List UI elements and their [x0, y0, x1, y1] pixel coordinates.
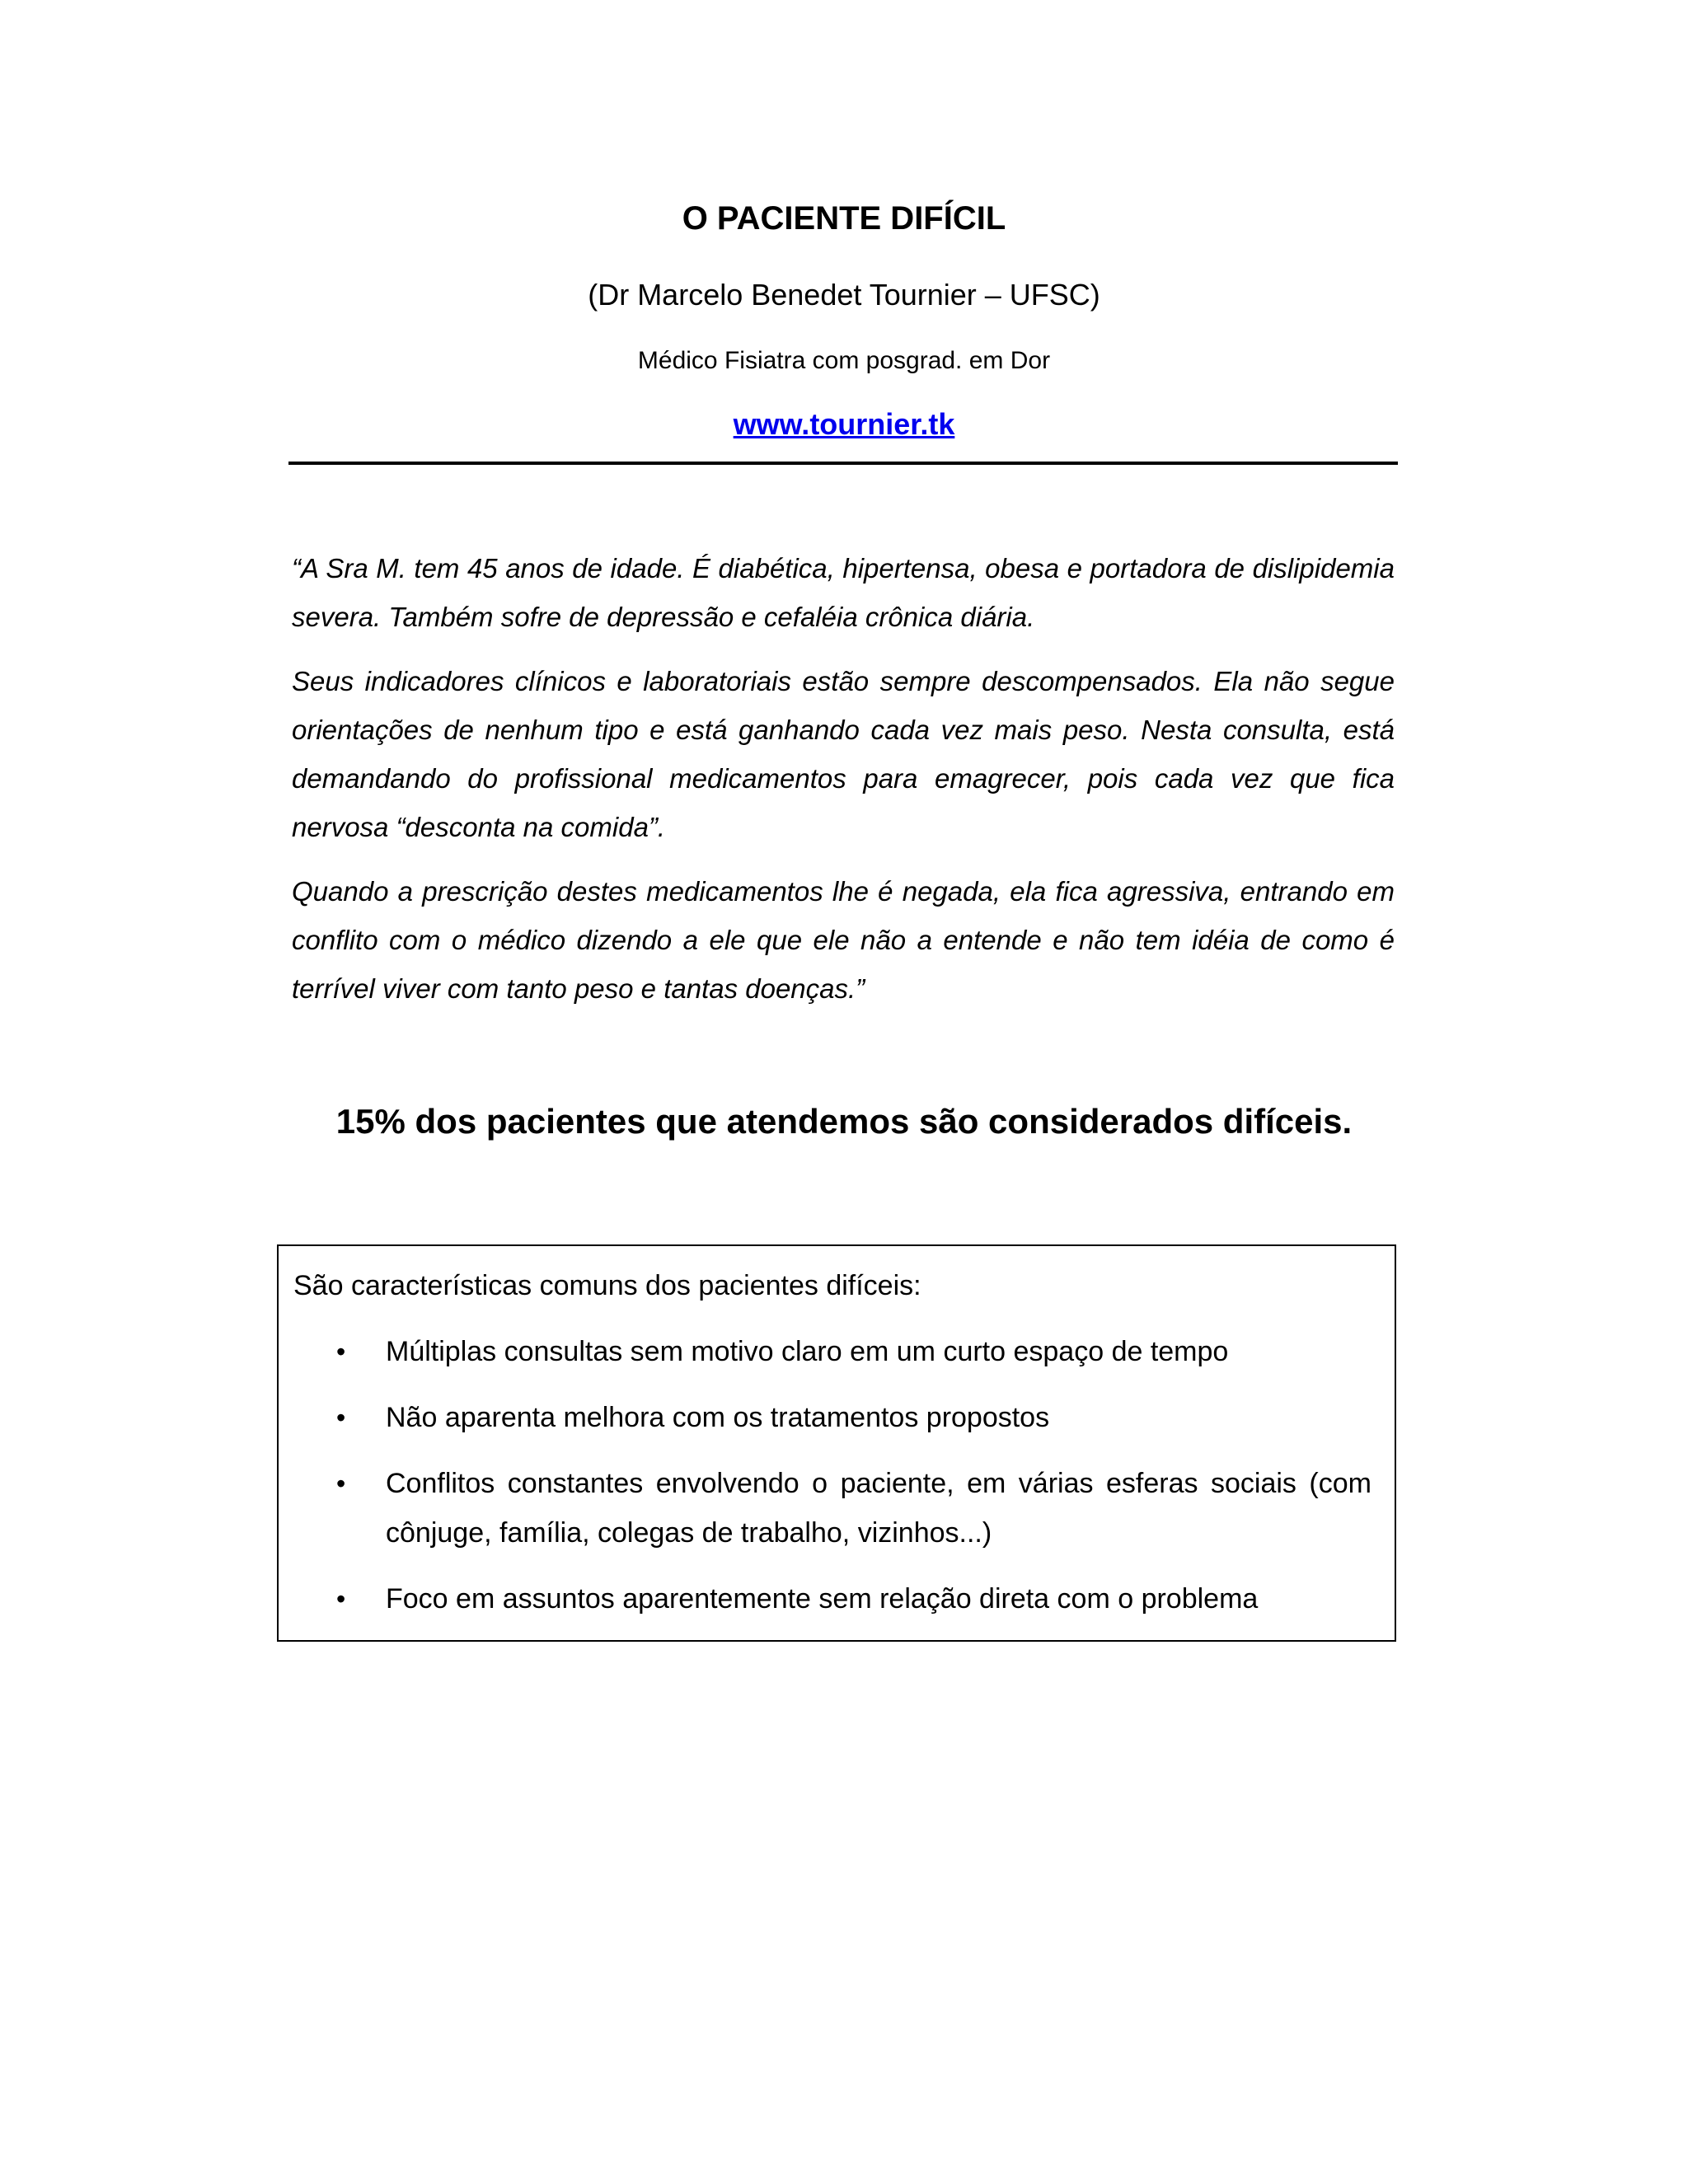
characteristics-list [279, 1327, 1383, 1640]
characteristics-box [277, 1244, 1396, 1642]
website-link[interactable]: www.tournier.tk [733, 407, 955, 441]
list-item-text: Não aparenta melhora com os tratamentos propostos [386, 1402, 1050, 1433]
author-line: (Dr Marcelo Benedet Tournier – UFSC) [588, 278, 1100, 312]
bullet-icon: • [336, 1403, 346, 1432]
statistic-heading: 15% dos pacientes que atendemos são considerados difíceis. [335, 1102, 1353, 1141]
list-item-text: Conflitos constantes envolvendo o paciente, em várias esferas sociais (com cônjuge, família, colegas de trabalho, vizinhos...) [386, 1468, 1372, 1549]
characteristics-intro: São características comuns dos pacientes difíceis: [293, 1270, 921, 1301]
case-paragraph-2: Seus indicadores clínicos e laboratoriais estão sempre descompensados. Ela não segue orientações de nenhum tipo e está ganhando cada vez mais peso. Nesta consulta, está demandando do profissional medicamentos para emagrecer, pois cada vez que fica nervosa “desconta na comida”. [292, 666, 1395, 842]
list-item-text: Múltiplas consultas sem motivo claro em um curto espaço de tempo [386, 1336, 1229, 1367]
list-item [279, 1327, 1383, 1376]
website-line [0, 405, 1688, 443]
list-item [279, 1393, 1383, 1442]
author-credential: Médico Fisiatra com posgrad. em Dor [637, 347, 1051, 374]
list-item [279, 1459, 1383, 1558]
list-item-text: Foco em assuntos aparentemente sem relação direta com o problema [386, 1583, 1259, 1615]
document-title: O PACIENTE DIFÍCIL [682, 200, 1006, 237]
header-divider [288, 462, 1398, 465]
case-study [292, 544, 1395, 1029]
bullet-icon: • [336, 1584, 346, 1614]
bullet-icon: • [336, 1337, 346, 1366]
case-paragraph-3: Quando a prescrição destes medicamentos lhe é negada, ela fica agressiva, entrando em conflito com o médico dizendo a ele que ele não a entende e não tem idéia de como é terrível viver com tanto peso e tantas doenças.” [292, 876, 1395, 1004]
list-item [279, 1574, 1383, 1624]
case-paragraph-1: “A Sra M. tem 45 anos de idade. É diabética, hipertensa, obesa e portadora de dislipidemia severa. Também sofre de depressão e cefaléia crônica diária. [292, 553, 1395, 632]
bullet-icon: • [336, 1469, 346, 1498]
